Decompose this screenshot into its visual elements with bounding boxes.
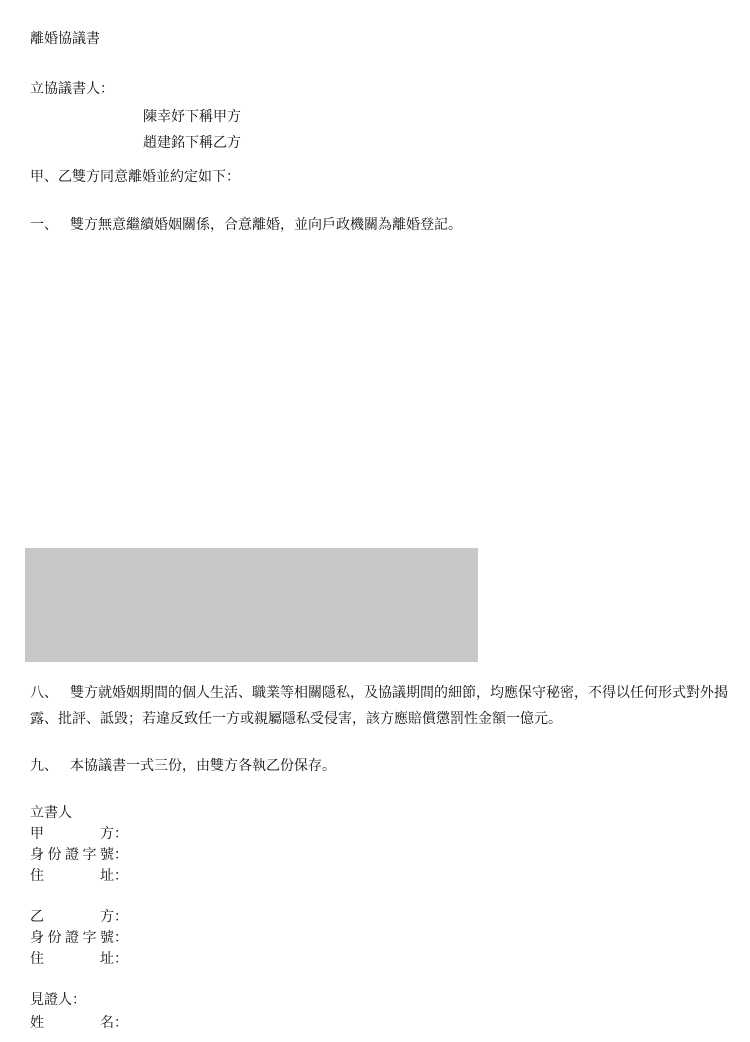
colon: ： — [114, 868, 128, 884]
party-a-id-row — [30, 845, 128, 865]
redacted-block — [25, 548, 478, 662]
address-label: 住址 — [30, 951, 114, 967]
parties-label: 立協議書人： — [30, 81, 114, 97]
clause-number: 九、 — [30, 758, 58, 774]
id-label: 身份證字號 — [30, 847, 114, 863]
colon: ： — [114, 930, 128, 946]
colon: ： — [114, 909, 128, 925]
witness-header: 見證人： — [30, 992, 86, 1008]
clause-text: 本協議書一式三份，由雙方各執乙份保存。 — [70, 758, 336, 774]
party-a-role-row — [30, 824, 128, 844]
party-b-id-row — [30, 928, 128, 948]
clause-number: 八、 — [30, 685, 58, 701]
witness-name-row — [30, 1013, 128, 1033]
agreement-intro: 甲、乙雙方同意離婚並約定如下： — [30, 169, 240, 185]
clause-1 — [30, 215, 462, 235]
party-a-address-row — [30, 866, 128, 886]
signatory-header: 立書人 — [30, 805, 72, 821]
document-title: 離婚協議書 — [30, 31, 100, 47]
party-b-role-row — [30, 907, 128, 927]
party-a-name: 陳幸妤下稱甲方 — [143, 109, 241, 125]
colon: ： — [114, 951, 128, 967]
colon: ： — [114, 1015, 128, 1031]
role-label: 乙方 — [30, 909, 114, 925]
clause-8 — [30, 680, 730, 732]
clause-text: 雙方無意繼續婚姻關係，合意離婚，並向戶政機關為離婚登記。 — [70, 217, 462, 233]
colon: ： — [114, 826, 128, 842]
colon: ： — [114, 847, 128, 863]
party-b-name: 趙建銘下稱乙方 — [143, 135, 241, 151]
clause-number: 一、 — [30, 217, 58, 233]
name-label: 姓名 — [30, 1015, 114, 1031]
party-b-address-row — [30, 949, 128, 969]
role-label: 甲方 — [30, 826, 114, 842]
id-label: 身份證字號 — [30, 930, 114, 946]
clause-9 — [30, 756, 336, 776]
address-label: 住址 — [30, 868, 114, 884]
clause-text: 雙方就婚姻期間的個人生活、職業等相關隱私，及協議期間的細節，均應保守秘密，不得以任何形式對外揭露、批評、詆毀；若違反致任一方或親屬隱私受侵害，該方應賠償懲罰性金額一億元。 — [30, 685, 728, 727]
